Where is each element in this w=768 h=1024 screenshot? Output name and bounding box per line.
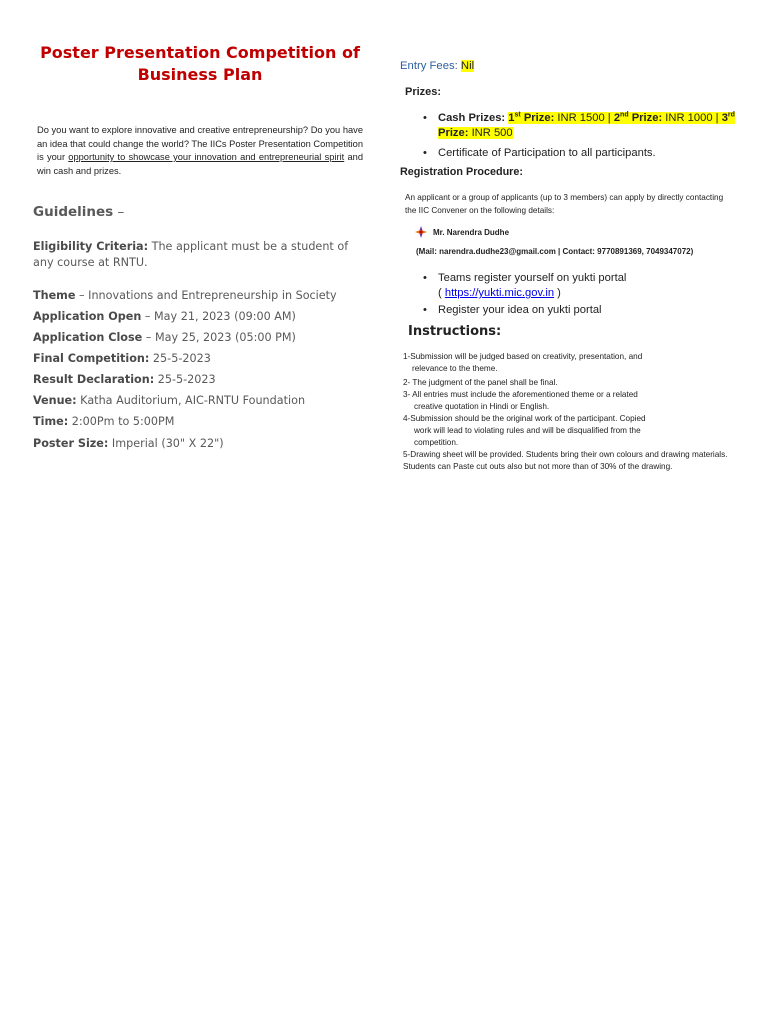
cash-prizes-label: Cash Prizes: [438,112,506,124]
instruction-1b: relevance to the theme. [412,364,498,373]
poster-value: Imperial (30" X 22") [108,437,224,450]
yukti-portal-link[interactable]: https://yukti.mic.gov.in [444,287,555,299]
first-prize-label: Prize: [523,112,555,124]
third-prize-num: 3 [721,112,728,124]
register-portal-text: Teams register yourself on yukti portal [438,272,627,284]
time-label: Time: [33,415,69,428]
venue-value: Katha Auditorium, AIC-RNTU Foundation [76,394,306,407]
intro-text-1: Do you want to explore innovative and creative entrepreneurship? Do you have an idea that could change the world? The IICs Poster Presentation Competition is your [37,125,363,162]
third-prize-sup: rd [727,111,735,119]
instruction-4a: 4-Submission should be the original work of the participant. Copied [403,414,646,423]
instruction-4 [403,413,738,449]
application-close-line [33,330,363,346]
eligibility-value: The applicant must be a student of any course at RNTU. [33,240,349,269]
theme-label: Theme [33,289,76,302]
instruction-3b: creative quotation in Hindi or English. [414,402,550,411]
venue-label: Venue: [33,394,77,407]
entry-fees [400,60,474,72]
second-prize-value: INR 1000 | [665,112,722,124]
link-open-paren: ( [438,287,445,299]
second-prize-label: Prize: [631,112,663,124]
register-idea-text: Register your idea on yukti portal [438,304,602,316]
instruction-4b: work will lead to violating rules and will be disqualified from the [414,426,641,435]
app-close-label: Application Close [33,331,143,344]
certificate-text: Certificate of Participation to all participants. [438,147,656,159]
link-close-paren: ) [554,287,561,299]
guidelines-heading-text: Guidelines [33,204,114,220]
title-line-2: Business Plan [137,65,263,84]
registration-text: An applicant or a group of applicants (up to 3 members) can apply by directly contacting the IIC Convener on the following details: [405,193,724,215]
instructions-heading: Instructions: [408,324,502,339]
application-open-line [33,309,363,325]
prizes-heading: Prizes: [405,86,442,98]
time-value: 2:00Pm to 5:00PM [68,415,175,428]
second-prize-num: 2 [613,112,621,124]
theme-line [33,288,363,304]
eligibility-label: Eligibility Criteria: [33,240,149,253]
first-prize-num: 1 [508,112,515,124]
guidelines-heading [33,204,124,220]
instruction-5: 5-Drawing sheet will be provided. Students bring their own colours and drawing materials. Students can Paste cut outs also but not more than of 30% of the drawing. [403,450,728,471]
contact-detail: (Mail: narendra.dudhe23@gmail.com | Contact: 9770891369, 7049347072) [416,247,694,256]
first-prize-sup: st [514,111,521,119]
intro-underlined: opportunity to showcase your innovation and entrepreneurial spirit [68,152,345,162]
intro-paragraph [37,124,363,178]
entry-fees-label: Entry Fees: [400,60,458,72]
bullet-icon: • [423,304,427,316]
instruction-3a: 3- All entries must include the aforementioned theme or a related [403,390,638,399]
result-declaration-line [33,372,363,388]
instruction-1 [403,351,738,375]
time-line [33,414,363,430]
second-prize-sup: nd [620,111,629,119]
final-competition-line [33,351,363,367]
poster-size-line [33,436,363,452]
contact-name: Mr. Narendra Dudhe [433,228,510,237]
guidelines-heading-dash: – [113,204,125,220]
venue-line [33,393,363,409]
instruction-3 [403,389,738,413]
app-close-value: – May 25, 2023 (05:00 PM) [142,331,296,344]
app-open-label: Application Open [33,310,142,323]
page-title [36,42,364,86]
title-line-1: Poster Presentation Competition of [40,43,360,62]
eligibility-criteria [33,239,363,271]
bullet-icon: • [423,147,427,159]
instruction-4c: competition. [414,438,459,447]
third-prize-value: INR 500 [471,127,513,139]
register-idea-item [423,303,602,318]
cash-prizes-item [423,111,738,141]
certificate-item [423,146,656,161]
result-label: Result Declaration: [33,373,155,386]
third-prize-label: Prize: [438,127,469,139]
poster-label: Poster Size: [33,437,109,450]
app-open-value: – May 21, 2023 (09:00 AM) [141,310,296,323]
theme-value: – Innovations and Entrepreneurship in Society [75,289,337,302]
final-label: Final Competition: [33,352,150,365]
bullet-icon: • [423,272,427,284]
instruction-2: 2- The judgment of the panel shall be final. [403,378,558,387]
first-prize-value: INR 1500 | [557,112,614,124]
register-portal-item [423,271,627,301]
contact-bullet-icon [415,226,427,238]
result-value: 25-5-2023 [154,373,216,386]
intro-text-2: and win cash and prizes. [37,152,363,176]
entry-fees-value: Nil [460,60,475,72]
instruction-1a: 1-Submission will be judged based on creativity, presentation, and [403,352,643,361]
registration-heading: Registration Procedure: [400,166,523,178]
bullet-icon: • [423,112,427,124]
final-value: 25-5-2023 [149,352,211,365]
